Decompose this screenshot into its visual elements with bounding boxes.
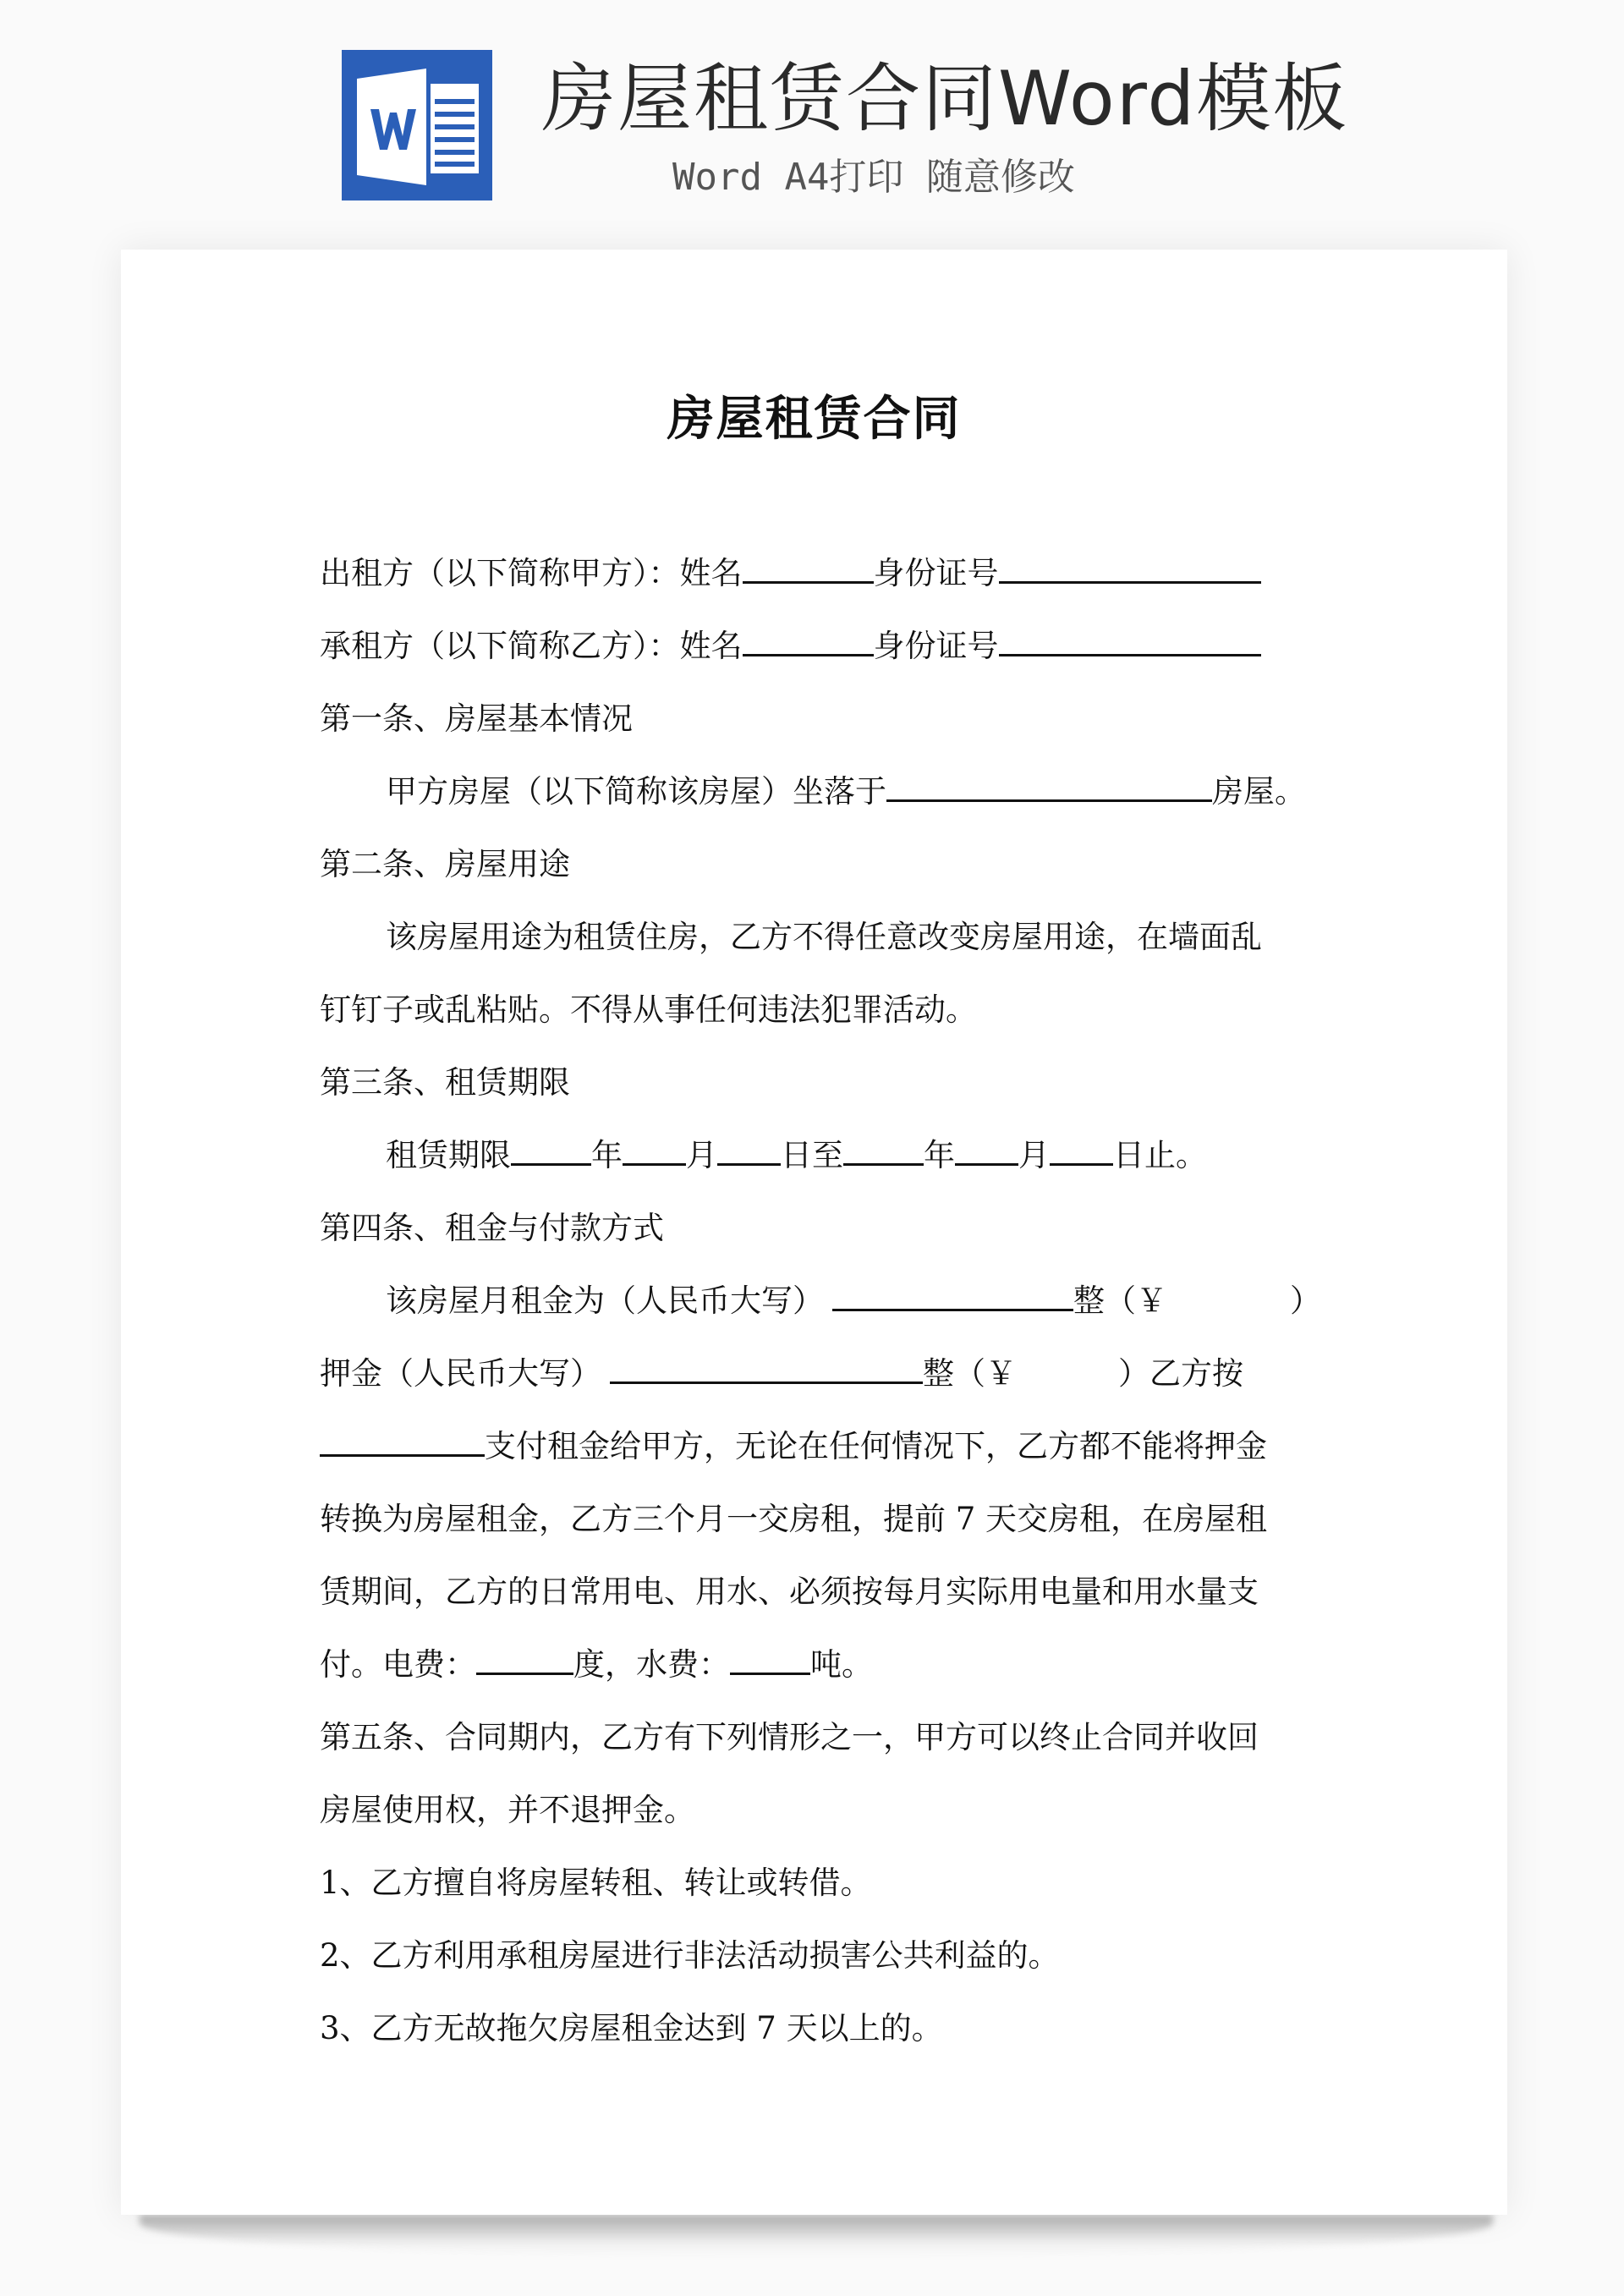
- page-shadow: [140, 2215, 1493, 2257]
- lessor-label: 出租方（以下简称甲方）：姓名: [320, 555, 743, 591]
- start-year-blank[interactable]: [511, 1138, 591, 1166]
- lease-term-line: [320, 1119, 1309, 1192]
- lessee-line: [320, 610, 1309, 683]
- document-page: [121, 250, 1507, 2215]
- article1-text-before: 甲方房屋（以下简称该房屋）坐落于: [386, 773, 886, 810]
- lessor-id-label: 身份证号: [873, 555, 999, 591]
- end-year-blank[interactable]: [843, 1138, 924, 1166]
- deposit-whole-label: 整（￥: [923, 1355, 1017, 1392]
- rent-whole-label: 整（￥: [1073, 1283, 1167, 1319]
- article5-item: 2、乙方利用承租房屋进行非法活动损害公共利益的。: [320, 1937, 1060, 1974]
- document-title: 房屋租赁合同: [667, 391, 962, 447]
- water-label: 度，水费：: [573, 1646, 730, 1683]
- electricity-label: 付。电费：: [320, 1646, 476, 1683]
- article1-heading: 第一条、房屋基本情况: [320, 700, 633, 737]
- article4-line4: 转换为房屋租金，乙方三个月一交房租，提前 7 天交房租，在房屋租: [320, 1501, 1268, 1537]
- banner-subtitle: Word A4打印 随意修改: [672, 156, 1075, 199]
- end-month-blank[interactable]: [955, 1138, 1018, 1166]
- banner-title: 房屋租赁合同Word模板: [541, 55, 1349, 142]
- month-label: 月: [1018, 1137, 1050, 1173]
- article2-line2: 钉钉子或乱粘贴。不得从事任何违法犯罪活动。: [320, 991, 977, 1028]
- payment-method-blank[interactable]: [320, 1429, 485, 1457]
- article5-line2: 房屋使用权，并不退押金。: [320, 1792, 695, 1828]
- lessee-id-label: 身份证号: [873, 628, 999, 664]
- deposit-amount-blank[interactable]: [610, 1356, 923, 1384]
- end-day-blank[interactable]: [1050, 1138, 1113, 1166]
- article5-line1: 第五条、合同期内，乙方有下列情形之一，甲方可以终止合同并收回: [320, 1719, 1259, 1755]
- article1-text-after: 房屋。: [1212, 773, 1306, 810]
- lessee-label: 承租方（以下简称乙方）：姓名: [320, 628, 743, 664]
- article5-item: 1、乙方擅自将房屋转租、转让或转借。: [320, 1865, 872, 1901]
- article5-item: 3、乙方无故拖欠房屋租金达到 7 天以上的。: [320, 2010, 943, 2046]
- ton-label: 吨。: [810, 1646, 873, 1683]
- rent-amount-blank[interactable]: [832, 1283, 1073, 1311]
- start-day-blank[interactable]: [717, 1138, 781, 1166]
- month-label: 月: [686, 1137, 717, 1173]
- article4-line5: 赁期间，乙方的日常用电、用水、必须按每月实际用电量和用水量支: [320, 1574, 1259, 1610]
- deposit-tail: ）乙方按: [1118, 1355, 1243, 1392]
- document-body: [320, 537, 1321, 2065]
- deposit-label: 押金（人民币大写）: [320, 1355, 601, 1392]
- payment-text: 支付租金给甲方，无论在任何情况下，乙方都不能将押金: [485, 1428, 1267, 1464]
- year-label: 年: [591, 1137, 623, 1173]
- word-icon: [342, 50, 492, 200]
- utility-line: [320, 1629, 1309, 1701]
- article2-heading: 第二条、房屋用途: [320, 846, 570, 882]
- lessor-id-blank[interactable]: [999, 556, 1261, 584]
- close-paren: ）: [1290, 1283, 1321, 1319]
- year-label: 年: [924, 1137, 955, 1173]
- start-month-blank[interactable]: [623, 1138, 686, 1166]
- rent-line: [320, 1265, 1321, 1338]
- day-end-label: 日止。: [1113, 1137, 1207, 1173]
- article4-heading: 第四条、租金与付款方式: [320, 1210, 664, 1246]
- rent-label: 该房屋月租金为（人民币大写）: [386, 1283, 824, 1319]
- lessor-name-blank[interactable]: [743, 556, 874, 584]
- article2-line1: 该房屋用途为租赁住房，乙方不得任意改变房屋用途，在墙面乱: [386, 919, 1262, 955]
- lessor-line: [320, 537, 1309, 610]
- banner: [0, 0, 1624, 220]
- day-to-label: 日至: [781, 1137, 843, 1173]
- lessee-id-blank[interactable]: [999, 629, 1261, 656]
- article1-text: [320, 755, 1309, 828]
- article3-heading: 第三条、租赁期限: [320, 1064, 570, 1101]
- electricity-blank[interactable]: [476, 1647, 573, 1675]
- payment-line: [320, 1410, 1309, 1483]
- house-location-blank[interactable]: [886, 774, 1212, 802]
- lease-term-label: 租赁期限: [386, 1137, 511, 1173]
- lessee-name-blank[interactable]: [743, 629, 874, 656]
- deposit-line: [320, 1338, 1309, 1410]
- water-blank[interactable]: [730, 1647, 810, 1675]
